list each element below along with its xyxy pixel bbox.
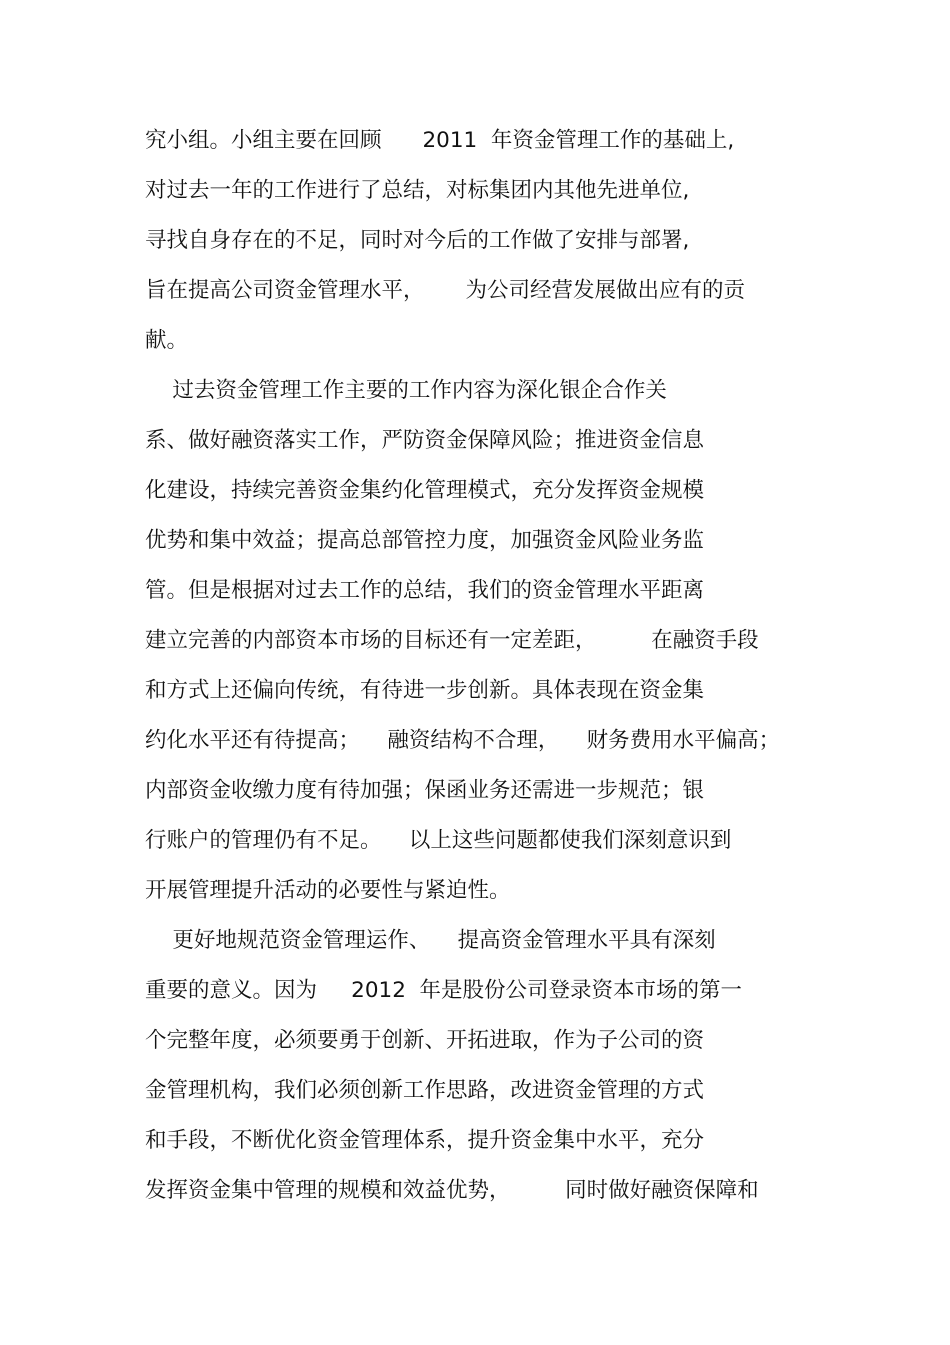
paragraph-start-line: 更好地规范资金管理运作、 提高资金管理水平具有深刻 — [145, 928, 716, 953]
body-text — [145, 120, 845, 1220]
text-line: 和手段，不断优化资金管理体系，提升资金集中水平，充分 — [145, 1128, 705, 1153]
paragraph-start-line: 过去资金管理工作主要的工作内容为深化银企合作关 — [145, 378, 667, 403]
text-line: 建立完善的内部资本市场的目标还有一定差距， 在融资手段 — [145, 628, 759, 653]
text-line: 优势和集中效益；提高总部管控力度，加强资金风险业务监 — [145, 528, 705, 553]
text-line: 化建设，持续完善资金集约化管理模式，充分发挥资金规模 — [145, 478, 705, 503]
text-line: 究小组。小组主要在回顾 2011 年资金管理工作的基础上, — [145, 128, 735, 153]
text-line: 开展管理提升活动的必要性与紧迫性。 — [145, 878, 511, 903]
text-line: 内部资金收缴力度有待加强；保函业务还需进一步规范；银 — [145, 778, 705, 803]
text-line: 管。但是根据对过去工作的总结，我们的资金管理水平距离 — [145, 578, 705, 603]
text-line: 献。 — [145, 328, 189, 353]
text-line: 重要的意义。因为 2012 年是股份公司登录资本市场的第一 — [145, 978, 743, 1003]
text-line: 和方式上还偏向传统，有待进一步创新。具体表现在资金集 — [145, 678, 705, 703]
text-line: 系、做好融资落实工作，严防资金保障风险；推进资金信息 — [145, 428, 705, 453]
text-line: 对过去一年的工作进行了总结，对标集团内其他先进单位, — [145, 178, 690, 203]
text-line: 约化水平还有待提高； 融资结构不合理， 财务费用水平偏高； — [145, 728, 781, 753]
text-line: 个完整年度，必须要勇于创新、开拓进取，作为子公司的资 — [145, 1028, 705, 1053]
text-line: 寻找自身存在的不足，同时对今后的工作做了安排与部署, — [145, 228, 690, 253]
text-line: 行账户的管理仍有不足。 以上这些问题都使我们深刻意识到 — [145, 828, 732, 853]
text-line: 旨在提高公司资金管理水平， 为公司经营发展做出应有的贡 — [145, 278, 746, 303]
text-line: 发挥资金集中管理的规模和效益优势， 同时做好融资保障和 — [145, 1178, 759, 1203]
text-line: 金管理机构，我们必须创新工作思路，改进资金管理的方式 — [145, 1078, 705, 1103]
